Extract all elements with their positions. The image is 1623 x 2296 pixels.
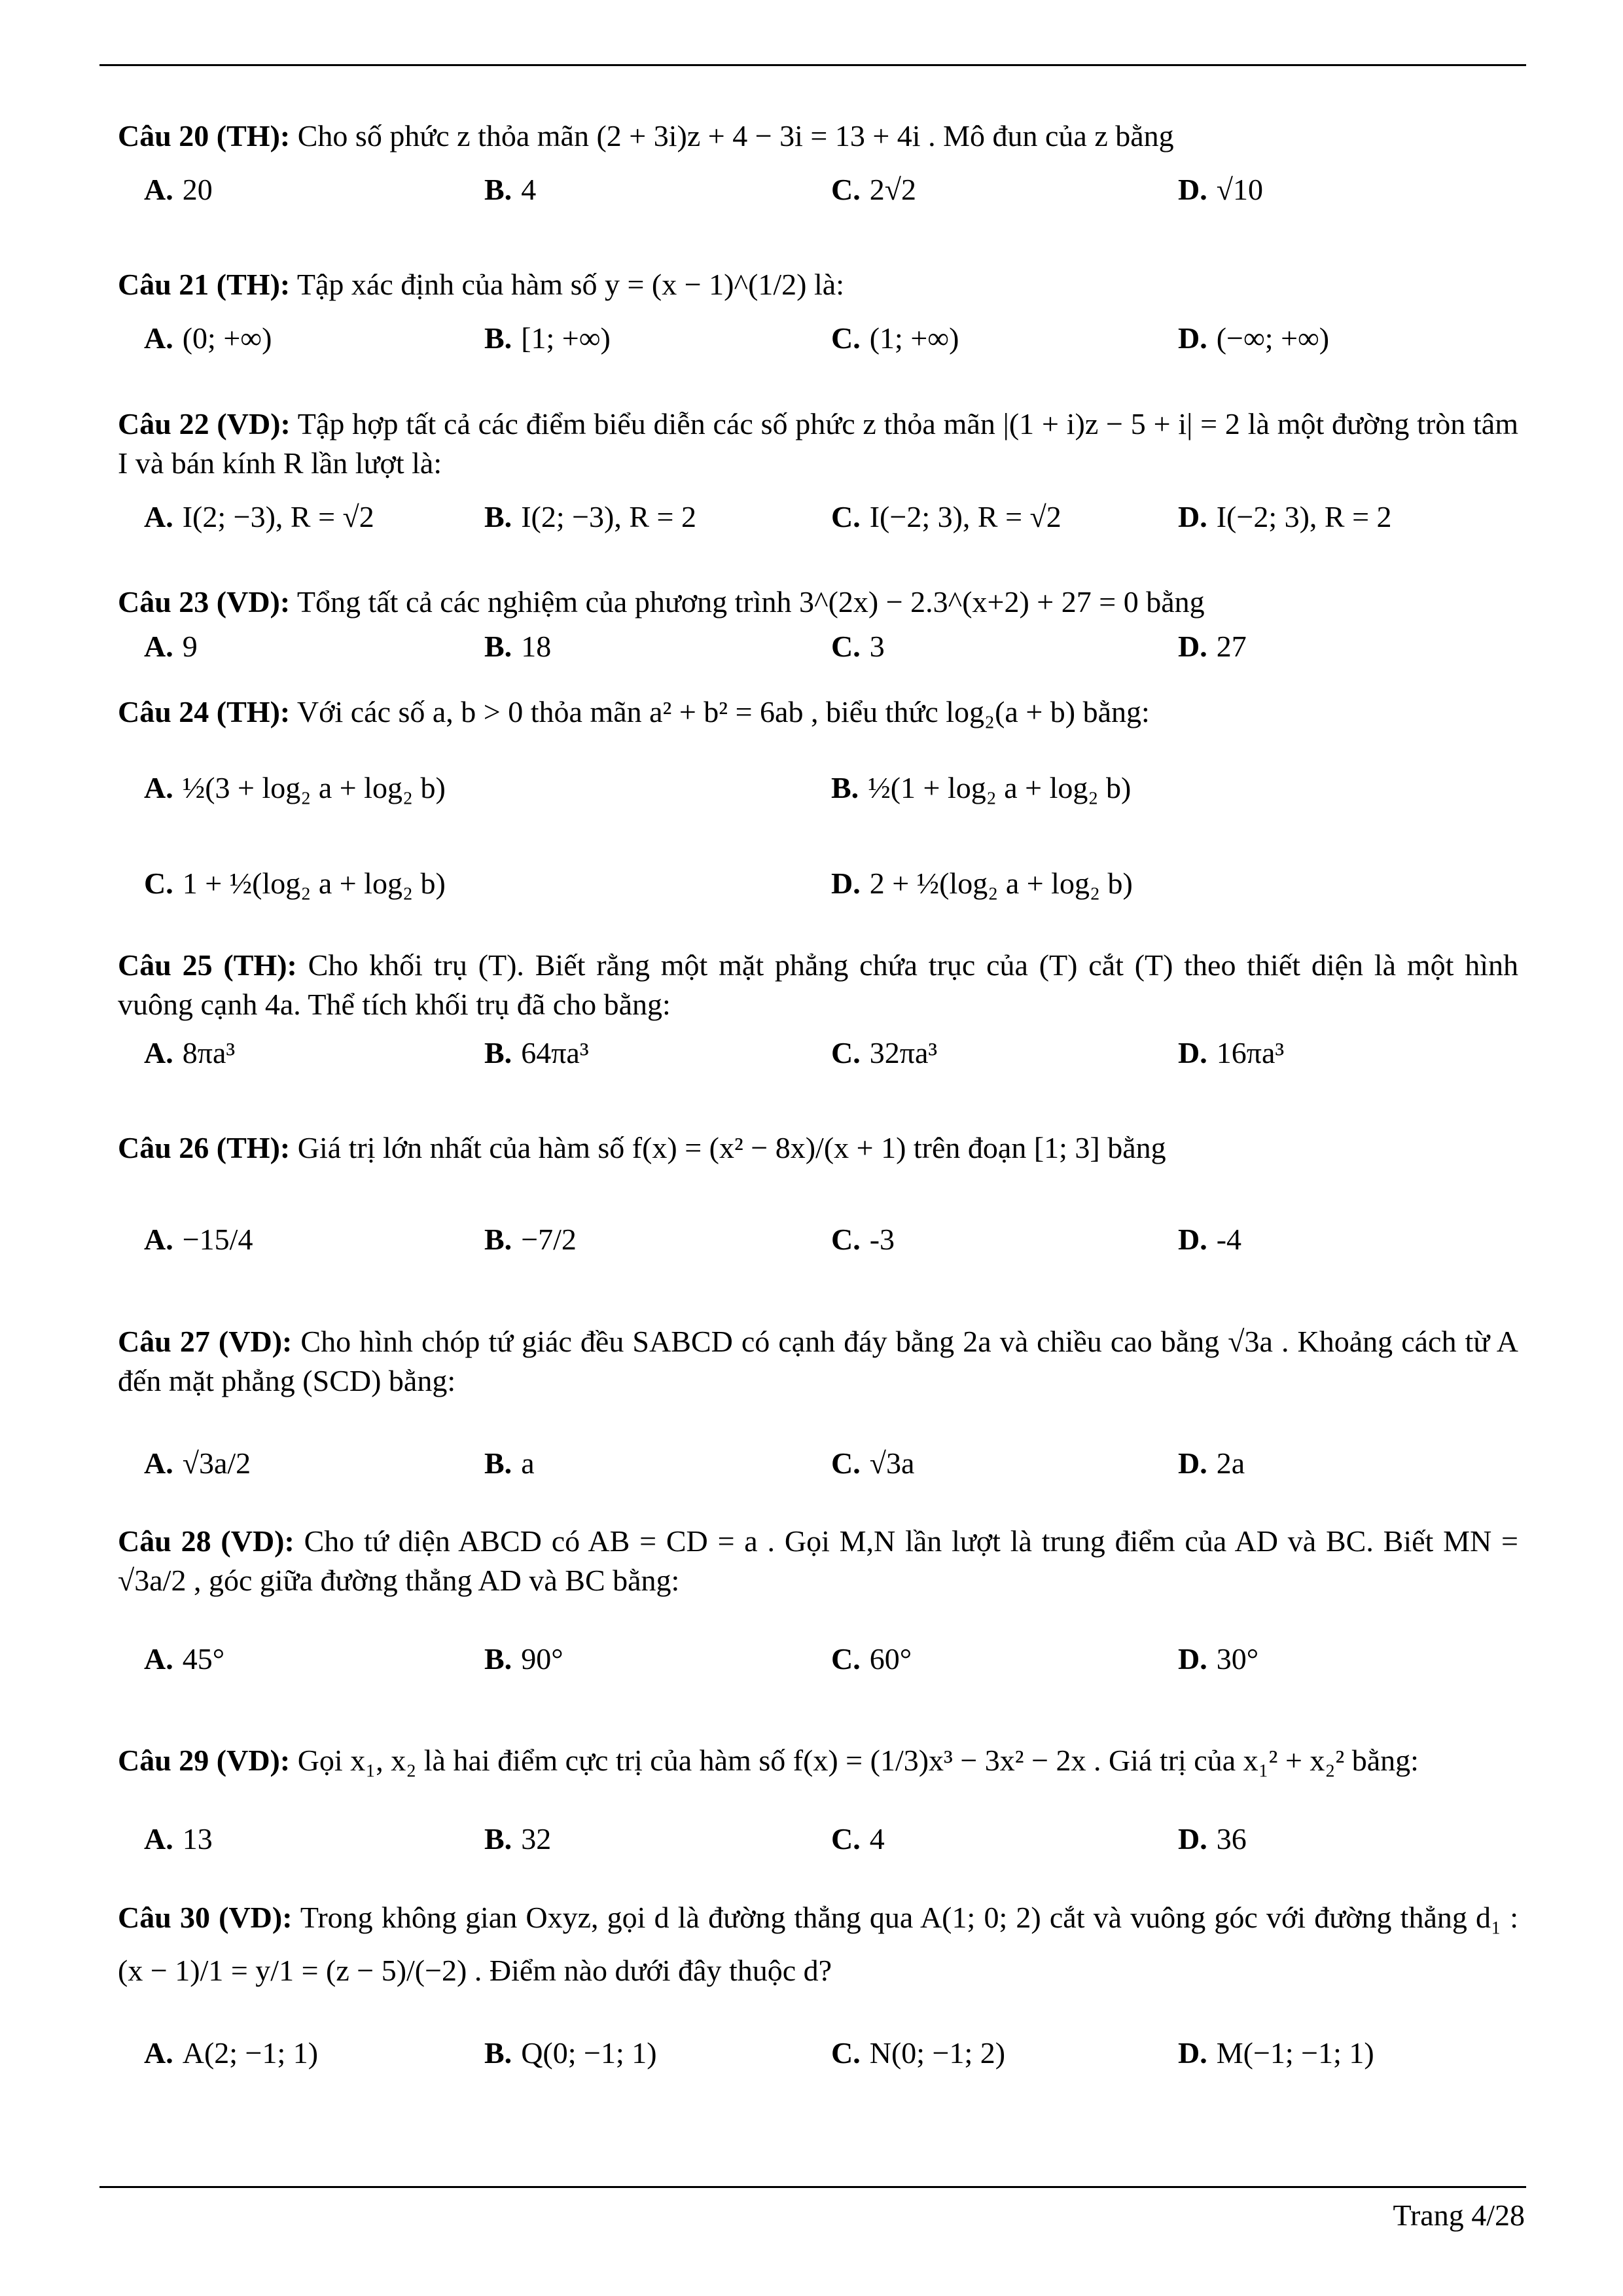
option-c: C. I(−2; 3), R = √2 bbox=[831, 499, 1061, 533]
question-20 bbox=[118, 117, 1518, 209]
question-label: Câu 29 (VD): bbox=[118, 1744, 291, 1777]
question-stem bbox=[118, 1522, 1518, 1600]
question-text: Cho khối trụ (T). Biết rằng một mặt phẳng chứa trục của (T) cắt (T) theo thiết diện là một hình vuông cạnh 4a. Thể tích khối trụ đã cho bằng: bbox=[118, 948, 1519, 1021]
option-b: B. 90° bbox=[484, 1641, 563, 1676]
option-d: D. I(−2; 3), R = 2 bbox=[1178, 499, 1392, 533]
question-27 bbox=[118, 1322, 1518, 1483]
option-a: A. 13 bbox=[144, 1821, 213, 1856]
option-c: C. 32πa³ bbox=[831, 1035, 938, 1069]
question-label: Câu 22 (VD): bbox=[118, 407, 291, 440]
options-row bbox=[118, 497, 1518, 537]
option-a: A. √3a/2 bbox=[144, 1446, 251, 1480]
question-26 bbox=[118, 1128, 1518, 1259]
option-a: A. ½(3 + log₂ a + log₂ b) bbox=[144, 770, 446, 804]
options-row bbox=[118, 170, 1518, 209]
question-21 bbox=[118, 265, 1518, 358]
question-text: Gọi x₁, x₂ là hai điểm cực trị của hàm số f(x) = (1/3)x³ − 3x² − 2x . Giá trị của x₁² + x₂² bằng: bbox=[297, 1744, 1419, 1777]
option-b: B. Q(0; −1; 1) bbox=[484, 2036, 657, 2070]
option-d: D. 27 bbox=[1178, 629, 1247, 663]
question-label: Câu 24 (TH): bbox=[118, 695, 291, 728]
option-c: C. 60° bbox=[831, 1641, 912, 1676]
question-stem bbox=[118, 1322, 1518, 1401]
options-row bbox=[118, 1220, 1518, 1259]
question-25 bbox=[118, 946, 1518, 1073]
question-stem bbox=[118, 946, 1518, 1024]
question-label: Câu 27 (VD): bbox=[118, 1325, 293, 1358]
option-c: C. (1; +∞) bbox=[831, 321, 959, 355]
options-row bbox=[118, 1033, 1518, 1073]
question-label: Câu 23 (VD): bbox=[118, 585, 291, 619]
question-text: Giá trị lớn nhất của hàm số f(x) = (x² − 8x)/(x + 1) trên đoạn [1; 3] bằng bbox=[297, 1131, 1166, 1164]
option-d: D. √10 bbox=[1178, 172, 1263, 206]
option-b: B. [1; +∞) bbox=[484, 321, 611, 355]
option-b: B. 64πa³ bbox=[484, 1035, 589, 1069]
option-c: C. -3 bbox=[831, 1222, 895, 1256]
question-label: Câu 20 (TH): bbox=[118, 119, 291, 152]
option-b: B. ½(1 + log₂ a + log₂ b) bbox=[831, 770, 1132, 804]
option-d: D. 30° bbox=[1178, 1641, 1259, 1676]
option-d: D. 2 + ½(log₂ a + log₂ b) bbox=[831, 866, 1133, 900]
question-stem bbox=[118, 117, 1518, 156]
question-stem bbox=[118, 1741, 1518, 1780]
options-row bbox=[118, 1820, 1518, 1859]
question-text: Tổng tất cả các nghiệm của phương trình 3^(2x) − 2.3^(x+2) + 27 = 0 bằng bbox=[296, 585, 1205, 619]
option-b: B. 4 bbox=[484, 172, 537, 206]
question-label: Câu 28 (VD): bbox=[118, 1524, 294, 1558]
option-c: C. 3 bbox=[831, 629, 885, 663]
question-stem bbox=[118, 265, 1518, 304]
option-d: D. -4 bbox=[1178, 1222, 1242, 1256]
question-24 bbox=[118, 692, 1518, 903]
options-row bbox=[118, 1640, 1518, 1679]
options-row bbox=[118, 319, 1518, 358]
question-30 bbox=[118, 1892, 1518, 2073]
option-b: B. I(2; −3), R = 2 bbox=[484, 499, 696, 533]
option-a: A. −15/4 bbox=[144, 1222, 253, 1256]
header-rule bbox=[99, 64, 1526, 66]
question-22 bbox=[118, 404, 1518, 537]
question-text: Cho số phức z thỏa mãn (2 + 3i)z + 4 − 3i = 13 + 4i . Mô đun của z bằng bbox=[297, 119, 1174, 152]
option-a: A. 8πa³ bbox=[144, 1035, 236, 1069]
footer-rule bbox=[99, 2186, 1526, 2188]
question-text: Cho tứ diện ABCD có AB = CD = a . Gọi M,N lần lượt là trung điểm của AD và BC. Biết MN = √3a/2 , góc giữa đường thẳng AD và BC bằng: bbox=[118, 1524, 1518, 1597]
question-28 bbox=[118, 1522, 1518, 1679]
option-a: A. (0; +∞) bbox=[144, 321, 272, 355]
question-text: Tập xác định của hàm số y = (x − 1)^(1/2) là: bbox=[296, 268, 844, 301]
question-stem bbox=[118, 1892, 1518, 1997]
page-number: Trang 4/28 bbox=[1393, 2198, 1525, 2232]
option-d: D. 36 bbox=[1178, 1821, 1247, 1856]
options-row bbox=[118, 627, 1518, 666]
question-stem bbox=[118, 692, 1518, 732]
option-b: B. 18 bbox=[484, 629, 552, 663]
question-label: Câu 21 (TH): bbox=[118, 268, 291, 301]
options-row bbox=[118, 1444, 1518, 1483]
option-a: A. 20 bbox=[144, 172, 213, 206]
options-row bbox=[118, 2034, 1518, 2073]
question-text: Tập hợp tất cả các điểm biểu diễn các số phức z thỏa mãn |(1 + i)z − 5 + i| = 2 là một đường tròn tâm I và bán kính R lần lượt là: bbox=[118, 407, 1519, 480]
options-row bbox=[118, 768, 1518, 808]
option-b: B. 32 bbox=[484, 1821, 552, 1856]
question-text: Với các số a, b > 0 thỏa mãn a² + b² = 6ab , biểu thức log₂(a + b) bằng: bbox=[296, 695, 1150, 728]
question-text: Trong không gian Oxyz, gọi d là đường thẳng qua A(1; 0; 2) cắt và vuông góc với đường thẳng d₁ : (x − 1)/1 = y/1 = (z − 5)/(−2) . Điểm nào dưới đây thuộc d? bbox=[118, 1901, 1519, 1987]
question-label: Câu 25 (TH): bbox=[118, 948, 297, 982]
option-b: B. a bbox=[484, 1446, 535, 1480]
option-c: C. 1 + ½(log₂ a + log₂ b) bbox=[144, 866, 446, 900]
question-stem bbox=[118, 1128, 1518, 1168]
question-29 bbox=[118, 1741, 1518, 1859]
option-b: B. −7/2 bbox=[484, 1222, 577, 1256]
option-d: D. (−∞; +∞) bbox=[1178, 321, 1330, 355]
option-d: D. 2a bbox=[1178, 1446, 1245, 1480]
question-label: Câu 30 (VD): bbox=[118, 1901, 293, 1934]
option-a: A. A(2; −1; 1) bbox=[144, 2036, 319, 2070]
option-c: C. N(0; −1; 2) bbox=[831, 2036, 1006, 2070]
question-23 bbox=[118, 583, 1518, 666]
option-a: A. 9 bbox=[144, 629, 198, 663]
question-label: Câu 26 (TH): bbox=[118, 1131, 291, 1164]
option-a: A. 45° bbox=[144, 1641, 225, 1676]
option-c: C. 2√2 bbox=[831, 172, 916, 206]
option-d: D. M(−1; −1; 1) bbox=[1178, 2036, 1374, 2070]
question-stem bbox=[118, 404, 1518, 483]
question-stem bbox=[118, 583, 1518, 622]
option-c: C. 4 bbox=[831, 1821, 885, 1856]
option-d: D. 16πa³ bbox=[1178, 1035, 1285, 1069]
option-c: C. √3a bbox=[831, 1446, 915, 1480]
question-text: Cho hình chóp tứ giác đều SABCD có cạnh đáy bằng 2a và chiều cao bằng √3a . Khoảng cách từ A đến mặt phẳng (SCD) bằng: bbox=[118, 1325, 1518, 1397]
option-a: A. I(2; −3), R = √2 bbox=[144, 499, 374, 533]
options-row bbox=[118, 864, 1518, 903]
